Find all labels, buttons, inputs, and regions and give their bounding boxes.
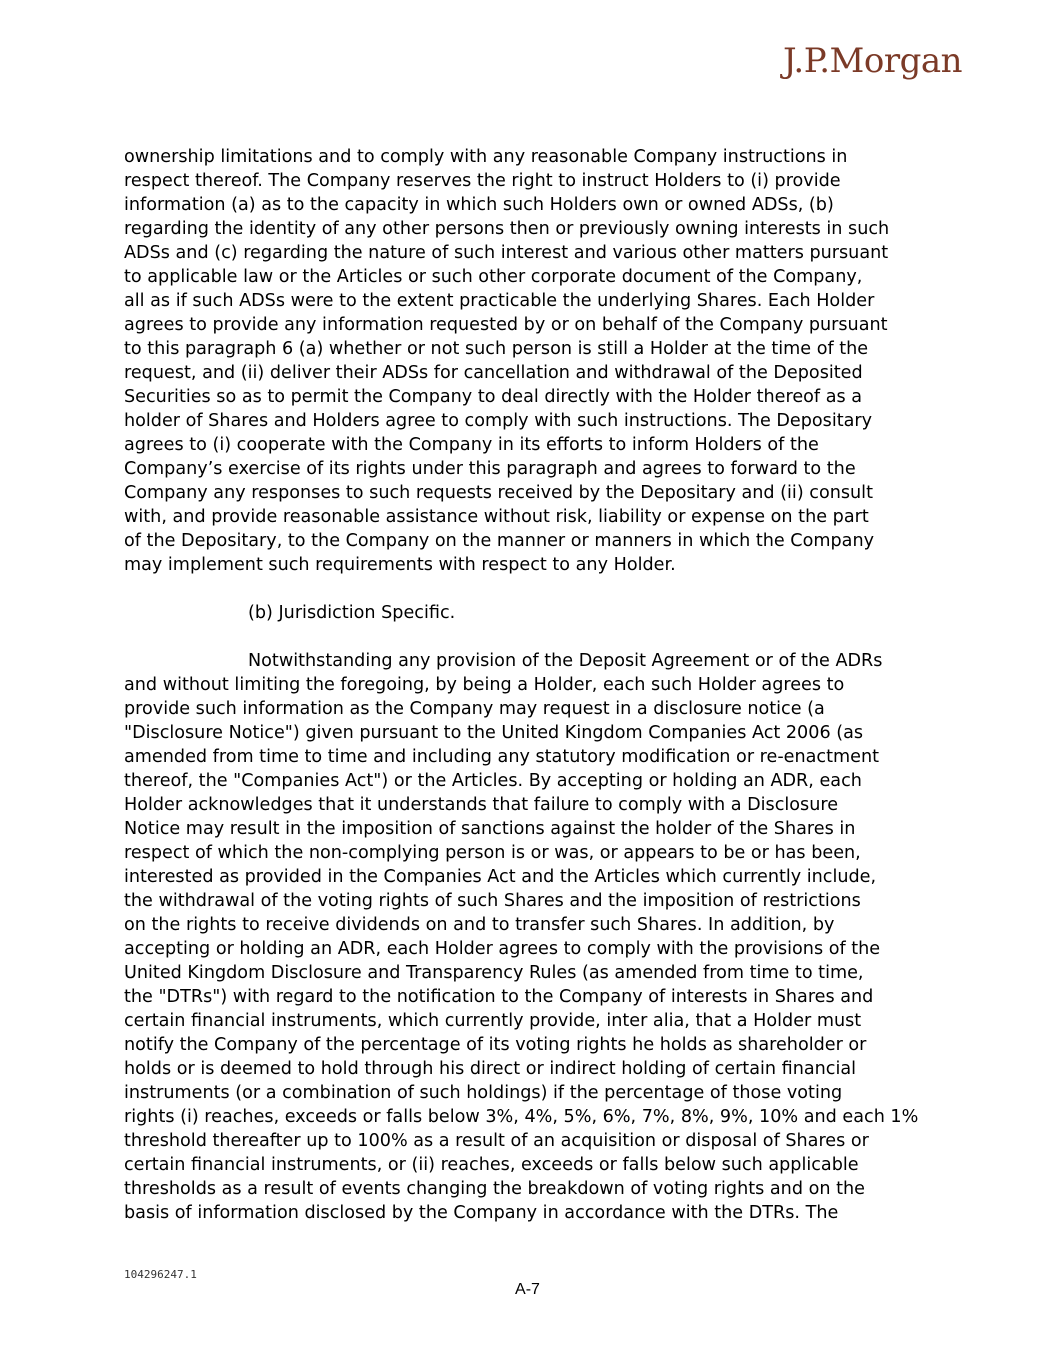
text-line: may implement such requirements with respect to any Holder. (124, 555, 676, 575)
text-line: Company any responses to such requests received by the Depositary and (ii) consult (124, 483, 873, 503)
text-line: Notwithstanding any provision of the Deposit Agreement or of the ADRs (248, 651, 883, 671)
text-line: basis of information disclosed by the Company in accordance with the DTRs. The (124, 1203, 839, 1223)
text-line: and without limiting the foregoing, by being a Holder, each such Holder agrees to (124, 675, 845, 695)
text-line: the withdrawal of the voting rights of such Shares and the imposition of restrictions (124, 891, 861, 911)
document-body (124, 145, 939, 1225)
paragraph-ownership-limitations (124, 145, 939, 577)
text-line: of the Depositary, to the Company on the manner or manners in which the Company (124, 531, 875, 551)
subheading-jurisdiction-specific: (b) Jurisdiction Specific. (248, 603, 456, 623)
text-line: with, and provide reasonable assistance without risk, liability or expense on the part (124, 507, 869, 527)
text-line: all as if such ADSs were to the extent practicable the underlying Shares. Each Holder (124, 291, 875, 311)
page-number: A-7 (515, 1281, 540, 1298)
document-id: 104296247.1 (124, 1268, 197, 1281)
text-line: United Kingdom Disclosure and Transparency Rules (as amended from time to time, (124, 963, 864, 983)
text-line: agrees to (i) cooperate with the Company in its efforts to inform Holders of the (124, 435, 819, 455)
text-line: respect of which the non-complying person is or was, or appears to be or has been, (124, 843, 861, 863)
text-line: Holder acknowledges that it understands that failure to comply with a Disclosure (124, 795, 839, 815)
text-line: Securities so as to permit the Company to deal directly with the Holder thereof as a (124, 387, 863, 407)
text-line: holds or is deemed to hold through his direct or indirect holding of certain financial (124, 1059, 857, 1079)
text-line: Notice may result in the imposition of sanctions against the holder of the Shares in (124, 819, 856, 839)
text-line: instruments (or a combination of such holdings) if the percentage of those voting (124, 1083, 843, 1103)
text-line: provide such information as the Company may request in a disclosure notice (a (124, 699, 825, 719)
text-line: respect thereof. The Company reserves the right to instruct Holders to (i) provide (124, 171, 841, 191)
text-line: certain financial instruments, or (ii) reaches, exceeds or falls below such applicable (124, 1155, 859, 1175)
text-line: on the rights to receive dividends on and to transfer such Shares. In addition, by (124, 915, 835, 935)
text-line: information (a) as to the capacity in which such Holders own or owned ADSs, (b) (124, 195, 834, 215)
text-line: certain financial instruments, which currently provide, inter alia, that a Holder must (124, 1011, 862, 1031)
text-line: to applicable law or the Articles or such other corporate document of the Company, (124, 267, 863, 287)
text-line: agrees to provide any information requested by or on behalf of the Company pursuant (124, 315, 888, 335)
text-line: thresholds as a result of events changing the breakdown of voting rights and on the (124, 1179, 865, 1199)
text-line: holder of Shares and Holders agree to comply with such instructions. The Depositary (124, 411, 873, 431)
text-line: request, and (ii) deliver their ADSs for cancellation and withdrawal of the Deposited (124, 363, 863, 383)
text-line: notify the Company of the percentage of its voting rights he holds as shareholder or (124, 1035, 867, 1055)
text-line: regarding the identity of any other persons then or previously owning interests in such (124, 219, 890, 239)
text-line: thereof, the "Companies Act") or the Articles. By accepting or holding an ADR, each (124, 771, 862, 791)
text-line: interested as provided in the Companies Act and the Articles which currently include, (124, 867, 877, 887)
jpmorgan-logo: J.P.Morgan (782, 41, 962, 81)
text-line: Company’s exercise of its rights under this paragraph and agrees to forward to the (124, 459, 856, 479)
text-line: rights (i) reaches, exceeds or falls below 3%, 4%, 5%, 6%, 7%, 8%, 9%, 10% and each 1% (124, 1107, 919, 1127)
text-line: amended from time to time and including any statutory modification or re-enactment (124, 747, 880, 767)
text-line: "Disclosure Notice") given pursuant to the United Kingdom Companies Act 2006 (as (124, 723, 864, 743)
text-line: threshold thereafter up to 100% as a result of an acquisition or disposal of Shares or (124, 1131, 869, 1151)
paragraph-jurisdiction-specific (124, 649, 939, 1225)
text-line: accepting or holding an ADR, each Holder agrees to comply with the provisions of the (124, 939, 881, 959)
text-line: the "DTRs") with regard to the notification to the Company of interests in Shares and (124, 987, 874, 1007)
text-line: ADSs and (c) regarding the nature of such interest and various other matters pursuant (124, 243, 889, 263)
text-line: ownership limitations and to comply with any reasonable Company instructions in (124, 147, 848, 167)
text-line: to this paragraph 6 (a) whether or not such person is still a Holder at the time of the (124, 339, 869, 359)
